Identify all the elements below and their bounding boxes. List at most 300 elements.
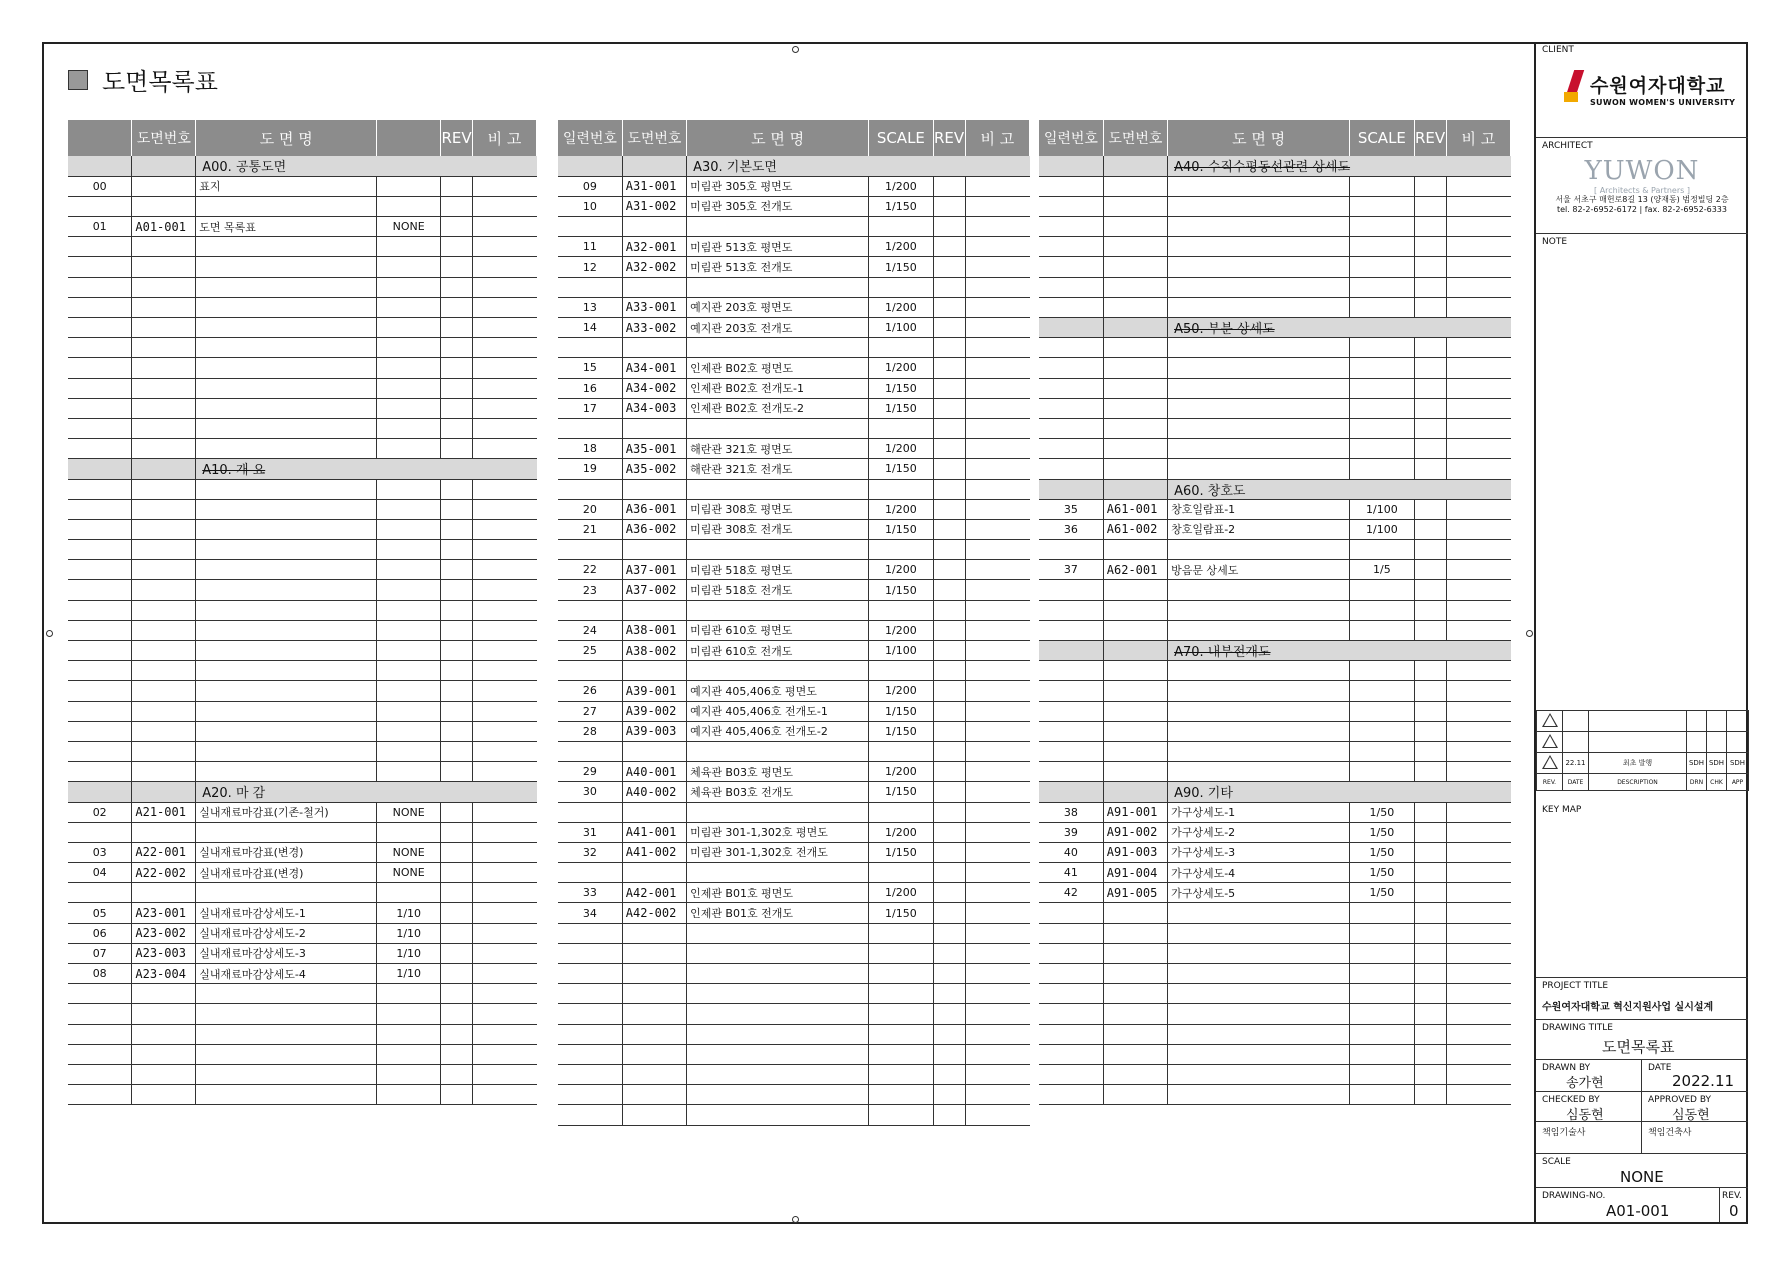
rev-cell bbox=[441, 176, 473, 196]
table-row bbox=[558, 358, 1030, 378]
number-cell bbox=[1103, 620, 1167, 640]
number-cell bbox=[622, 1044, 686, 1064]
note-cell bbox=[1446, 297, 1510, 317]
number-cell: A31-002 bbox=[622, 196, 686, 216]
rev-cell bbox=[933, 883, 965, 903]
scale-cell: 1/50 bbox=[1350, 822, 1414, 842]
rev-cell bbox=[933, 176, 965, 196]
note-cell bbox=[965, 782, 1029, 802]
rev-cell bbox=[933, 762, 965, 782]
note-cell bbox=[965, 701, 1029, 721]
note-cell bbox=[965, 196, 1029, 216]
name-cell bbox=[1168, 439, 1350, 459]
note-cell bbox=[965, 661, 1029, 681]
note-cell bbox=[473, 681, 537, 701]
note-cell bbox=[1446, 1044, 1510, 1064]
serial-cell bbox=[68, 883, 132, 903]
note-cell bbox=[1446, 519, 1510, 539]
serial-cell bbox=[68, 439, 132, 459]
number-cell: A21-001 bbox=[132, 802, 196, 822]
name-cell bbox=[196, 358, 377, 378]
table-row bbox=[558, 620, 1030, 640]
note-cell bbox=[1446, 338, 1510, 358]
rev-cell bbox=[1414, 1004, 1446, 1024]
number-cell: A23-004 bbox=[132, 964, 196, 984]
table-row bbox=[558, 1085, 1030, 1105]
serial-cell: 29 bbox=[558, 762, 622, 782]
table-row bbox=[1039, 459, 1511, 479]
table-row bbox=[68, 620, 537, 640]
scale-cell: 1/200 bbox=[869, 358, 933, 378]
serial-cell bbox=[1039, 1004, 1103, 1024]
number-cell: A41-002 bbox=[622, 842, 686, 862]
serial-cell bbox=[68, 661, 132, 681]
rev-cell bbox=[1414, 1044, 1446, 1064]
section-row bbox=[1039, 156, 1511, 176]
scale-cell bbox=[1350, 196, 1414, 216]
note-cell bbox=[965, 964, 1029, 984]
client-cell bbox=[1536, 42, 1748, 138]
scale-cell: 1/150 bbox=[869, 257, 933, 277]
name-cell bbox=[1168, 338, 1350, 358]
name-cell bbox=[1168, 1004, 1350, 1024]
note-cell bbox=[965, 863, 1029, 883]
rev-cell bbox=[1414, 398, 1446, 418]
architect-sub: [ Architects & Partners ] bbox=[1594, 186, 1690, 195]
serial-cell bbox=[68, 358, 132, 378]
header-name: 도 면 명 bbox=[1168, 120, 1350, 156]
rev-cell bbox=[933, 681, 965, 701]
scale-cell bbox=[869, 600, 933, 620]
scale-cell bbox=[1350, 661, 1414, 681]
name-cell bbox=[1168, 217, 1350, 237]
scale-cell bbox=[1350, 903, 1414, 923]
engineer-label: 책임기술사 bbox=[1542, 1128, 1586, 1138]
note-cell bbox=[1446, 277, 1510, 297]
name-cell bbox=[687, 338, 869, 358]
name-cell: 미림관 518호 전개도 bbox=[687, 580, 869, 600]
number-cell bbox=[1103, 721, 1167, 741]
note-cell bbox=[965, 378, 1029, 398]
note-cell bbox=[1446, 257, 1510, 277]
note-cell bbox=[1446, 964, 1510, 984]
name-cell bbox=[1168, 378, 1350, 398]
scale-cell: 1/200 bbox=[869, 560, 933, 580]
rev-cell bbox=[441, 984, 473, 1004]
rev-cell bbox=[933, 923, 965, 943]
scale-cell: 1/200 bbox=[869, 237, 933, 257]
name-cell bbox=[1168, 984, 1350, 1004]
name-cell: 체육관 B03호 전개도 bbox=[687, 782, 869, 802]
number-cell bbox=[132, 257, 196, 277]
table-row bbox=[558, 1105, 1030, 1125]
name-cell: 도면 목록표 bbox=[196, 217, 377, 237]
rev-header-date: DATE bbox=[1563, 774, 1589, 791]
table-row bbox=[68, 641, 537, 661]
university-logo-icon bbox=[1562, 70, 1584, 108]
table-row bbox=[1039, 661, 1511, 681]
name-cell: 실내재료마감상세도-4 bbox=[196, 964, 377, 984]
project-title: 수원여자대학교 혁신지원사업 실시설계 bbox=[1542, 1002, 1714, 1013]
scale-cell: 1/50 bbox=[1350, 883, 1414, 903]
number-cell bbox=[132, 439, 196, 459]
number-cell bbox=[132, 580, 196, 600]
table-row bbox=[68, 580, 537, 600]
serial-cell: 04 bbox=[68, 863, 132, 883]
table-row bbox=[1039, 863, 1511, 883]
note-cell bbox=[473, 217, 537, 237]
rev-header-desc: DESCRIPTION bbox=[1589, 774, 1687, 791]
client-name-ko: 수원여자대학교 bbox=[1590, 75, 1726, 97]
note-cell bbox=[1446, 1085, 1510, 1105]
table-row bbox=[1039, 277, 1511, 297]
rev-cell bbox=[441, 620, 473, 640]
frame-tick-right bbox=[1526, 630, 1533, 637]
serial-cell bbox=[68, 741, 132, 761]
serial-cell bbox=[1039, 196, 1103, 216]
note-cell bbox=[473, 903, 537, 923]
serial-cell: 06 bbox=[68, 923, 132, 943]
rev-cell bbox=[933, 741, 965, 761]
table-row bbox=[1039, 600, 1511, 620]
scale-cell: 1/200 bbox=[869, 499, 933, 519]
header-name: 도 면 명 bbox=[687, 120, 869, 156]
serial-cell: 12 bbox=[558, 257, 622, 277]
rev-cell bbox=[1414, 540, 1446, 560]
header-scale: SCALE bbox=[869, 120, 933, 156]
note-cell bbox=[965, 822, 1029, 842]
table-row bbox=[68, 842, 537, 862]
table-row bbox=[1039, 802, 1511, 822]
rev-cell bbox=[441, 1085, 473, 1105]
note-cell bbox=[965, 560, 1029, 580]
serial-cell bbox=[1039, 1085, 1103, 1105]
number-cell bbox=[132, 499, 196, 519]
table-row bbox=[558, 802, 1030, 822]
section-label bbox=[1168, 318, 1511, 338]
name-cell bbox=[1168, 1024, 1350, 1044]
number-cell: A32-002 bbox=[622, 257, 686, 277]
scale-cell bbox=[869, 863, 933, 883]
name-cell: 예지관 203호 전개도 bbox=[687, 318, 869, 338]
serial-cell bbox=[558, 1085, 622, 1105]
rev-cell bbox=[933, 903, 965, 923]
scale-cell: NONE bbox=[377, 217, 441, 237]
table-row bbox=[1039, 1044, 1511, 1064]
table-row bbox=[558, 883, 1030, 903]
name-cell bbox=[1168, 964, 1350, 984]
note-cell bbox=[965, 641, 1029, 661]
note-cell bbox=[1446, 459, 1510, 479]
note-cell bbox=[965, 802, 1029, 822]
name-cell bbox=[196, 439, 377, 459]
serial-cell bbox=[68, 580, 132, 600]
note-cell bbox=[473, 701, 537, 721]
scale-cell: 1/150 bbox=[869, 378, 933, 398]
table-row bbox=[558, 237, 1030, 257]
number-cell: A34-003 bbox=[622, 398, 686, 418]
rev-cell bbox=[933, 277, 965, 297]
note-cell bbox=[1446, 863, 1510, 883]
section-row bbox=[1039, 782, 1511, 802]
note-cell bbox=[965, 338, 1029, 358]
rev-cell bbox=[933, 661, 965, 681]
serial-cell bbox=[68, 1004, 132, 1024]
number-cell bbox=[622, 943, 686, 963]
table-row bbox=[68, 1024, 537, 1044]
table-row bbox=[68, 560, 537, 580]
rev-cell bbox=[1414, 701, 1446, 721]
number-cell: A38-002 bbox=[622, 641, 686, 661]
rev-cell bbox=[441, 641, 473, 661]
number-cell bbox=[132, 681, 196, 701]
rev-cell bbox=[1414, 681, 1446, 701]
serial-cell: 08 bbox=[68, 964, 132, 984]
table-row bbox=[1039, 499, 1511, 519]
name-cell bbox=[196, 681, 377, 701]
name-cell bbox=[687, 923, 869, 943]
number-cell bbox=[132, 358, 196, 378]
table-row bbox=[558, 459, 1030, 479]
scale-cell: 1/150 bbox=[869, 721, 933, 741]
scale-cell bbox=[377, 1024, 441, 1044]
checked-label: CHECKED BY bbox=[1542, 1095, 1600, 1105]
table-row bbox=[68, 600, 537, 620]
name-cell bbox=[687, 479, 869, 499]
rev-date: 22.11 bbox=[1563, 753, 1589, 774]
rev-cell bbox=[933, 196, 965, 216]
rev-drn: SDH bbox=[1687, 753, 1707, 774]
number-cell bbox=[132, 1024, 196, 1044]
note-cell bbox=[1446, 540, 1510, 560]
architect-resp-cell bbox=[1642, 1122, 1748, 1154]
name-cell: 미림관 305호 평면도 bbox=[687, 176, 869, 196]
table-row bbox=[68, 762, 537, 782]
scale-cell bbox=[377, 883, 441, 903]
number-cell bbox=[1103, 600, 1167, 620]
note-cell bbox=[473, 762, 537, 782]
name-cell bbox=[196, 540, 377, 560]
serial-cell bbox=[68, 196, 132, 216]
number-cell bbox=[622, 479, 686, 499]
number-cell bbox=[622, 277, 686, 297]
table-row bbox=[558, 499, 1030, 519]
number-cell: A32-001 bbox=[622, 237, 686, 257]
note-cell bbox=[1446, 802, 1510, 822]
table-row bbox=[558, 842, 1030, 862]
drawn-label: DRAWN BY bbox=[1542, 1063, 1591, 1073]
rev-cell bbox=[933, 721, 965, 741]
approved-cell bbox=[1642, 1092, 1748, 1122]
number-cell: A23-003 bbox=[132, 943, 196, 963]
scale-cell bbox=[869, 217, 933, 237]
serial-cell: 19 bbox=[558, 459, 622, 479]
section-label-text: A60. 창호도 bbox=[1174, 483, 1246, 499]
table-row bbox=[68, 297, 537, 317]
name-cell: 미림관 308호 전개도 bbox=[687, 519, 869, 539]
number-cell bbox=[132, 418, 196, 438]
table-row bbox=[68, 1004, 537, 1024]
note-cell bbox=[473, 297, 537, 317]
serial-cell bbox=[68, 237, 132, 257]
rev-cell bbox=[441, 540, 473, 560]
number-cell bbox=[622, 217, 686, 237]
scale-cell bbox=[377, 338, 441, 358]
name-cell bbox=[196, 661, 377, 681]
note-cell bbox=[1446, 943, 1510, 963]
note-cell bbox=[1446, 822, 1510, 842]
number-cell: A91-002 bbox=[1103, 822, 1167, 842]
note-cell bbox=[965, 721, 1029, 741]
table-row bbox=[558, 439, 1030, 459]
note-cell bbox=[1446, 196, 1510, 216]
rev-cell bbox=[933, 237, 965, 257]
number-cell bbox=[132, 196, 196, 216]
name-cell bbox=[196, 721, 377, 741]
rev-cell bbox=[933, 358, 965, 378]
serial-cell bbox=[68, 1085, 132, 1105]
section-label bbox=[196, 782, 537, 802]
name-cell bbox=[1168, 661, 1350, 681]
rev-cell bbox=[441, 741, 473, 761]
rev-cell bbox=[933, 842, 965, 862]
name-cell bbox=[196, 378, 377, 398]
scale-cell bbox=[377, 661, 441, 681]
name-cell bbox=[196, 398, 377, 418]
section-row bbox=[68, 782, 537, 802]
name-cell bbox=[1168, 358, 1350, 378]
rev-cell bbox=[441, 338, 473, 358]
name-cell bbox=[1168, 176, 1350, 196]
number-cell: A39-002 bbox=[622, 701, 686, 721]
name-cell bbox=[1168, 903, 1350, 923]
table-row bbox=[558, 863, 1030, 883]
number-cell bbox=[1103, 741, 1167, 761]
scale-cell: 1/150 bbox=[869, 196, 933, 216]
header-rev: REV bbox=[441, 120, 473, 156]
name-cell: 예지관 203호 평면도 bbox=[687, 297, 869, 317]
number-cell: A33-002 bbox=[622, 318, 686, 338]
note-cell bbox=[965, 1105, 1029, 1125]
name-cell: 미림관 513호 전개도 bbox=[687, 257, 869, 277]
rev-cell bbox=[933, 600, 965, 620]
scale-cell: 1/200 bbox=[869, 883, 933, 903]
number-cell bbox=[622, 1105, 686, 1125]
note-cell bbox=[1446, 1004, 1510, 1024]
table-row bbox=[68, 519, 537, 539]
name-cell bbox=[687, 1085, 869, 1105]
name-cell: 인제관 B01호 평면도 bbox=[687, 883, 869, 903]
name-cell bbox=[196, 1004, 377, 1024]
number-cell: A42-002 bbox=[622, 903, 686, 923]
serial-cell bbox=[558, 277, 622, 297]
scale-cell: 1/5 bbox=[1350, 560, 1414, 580]
note-cell bbox=[965, 297, 1029, 317]
serial-cell: 18 bbox=[558, 439, 622, 459]
serial-cell: 33 bbox=[558, 883, 622, 903]
rev-cell bbox=[441, 701, 473, 721]
note-cell bbox=[965, 580, 1029, 600]
rev-cell bbox=[441, 398, 473, 418]
note-cell bbox=[473, 641, 537, 661]
number-cell bbox=[1103, 903, 1167, 923]
serial-cell: 23 bbox=[558, 580, 622, 600]
rev-cell bbox=[441, 257, 473, 277]
scale-cell bbox=[377, 560, 441, 580]
rev-cell bbox=[1414, 459, 1446, 479]
name-cell: 체육관 B03호 평면도 bbox=[687, 762, 869, 782]
serial-cell bbox=[68, 378, 132, 398]
number-cell: A35-001 bbox=[622, 439, 686, 459]
serial-cell: 11 bbox=[558, 237, 622, 257]
section-row bbox=[1039, 479, 1511, 499]
scale-cell: 1/200 bbox=[869, 439, 933, 459]
table-row bbox=[68, 943, 537, 963]
rev-cell bbox=[1414, 217, 1446, 237]
note-cell bbox=[473, 338, 537, 358]
header-serial: 일련번호 bbox=[1039, 120, 1103, 156]
scale-cell bbox=[869, 943, 933, 963]
table-row bbox=[558, 1004, 1030, 1024]
rev-cell bbox=[441, 519, 473, 539]
serial-cell: 30 bbox=[558, 782, 622, 802]
scale-cell: 1/10 bbox=[377, 923, 441, 943]
note-cell bbox=[965, 681, 1029, 701]
note-cell bbox=[1446, 661, 1510, 681]
name-cell bbox=[687, 418, 869, 438]
table-row bbox=[1039, 358, 1511, 378]
scale-cell bbox=[377, 176, 441, 196]
name-cell bbox=[1168, 681, 1350, 701]
note-cell bbox=[965, 459, 1029, 479]
name-cell bbox=[196, 418, 377, 438]
table-row bbox=[1039, 560, 1511, 580]
number-cell: A35-002 bbox=[622, 459, 686, 479]
scale-cell: 1/50 bbox=[1350, 842, 1414, 862]
name-cell bbox=[687, 1044, 869, 1064]
serial-cell: 24 bbox=[558, 620, 622, 640]
rev-cell bbox=[441, 1024, 473, 1044]
serial-cell: 16 bbox=[558, 378, 622, 398]
table-row bbox=[1039, 176, 1511, 196]
rev-cell bbox=[441, 883, 473, 903]
serial-cell bbox=[1039, 762, 1103, 782]
table-row bbox=[558, 641, 1030, 661]
header-rev: REV bbox=[933, 120, 965, 156]
name-cell bbox=[1168, 1064, 1350, 1084]
name-cell bbox=[196, 297, 377, 317]
table-row bbox=[1039, 378, 1511, 398]
note-cell bbox=[473, 943, 537, 963]
checked-cell bbox=[1536, 1092, 1642, 1122]
note-cell bbox=[473, 519, 537, 539]
note-cell bbox=[965, 318, 1029, 338]
number-cell bbox=[1103, 1064, 1167, 1084]
serial-cell bbox=[68, 641, 132, 661]
revision-triangle-icon bbox=[1542, 734, 1558, 748]
rev-cell bbox=[1414, 964, 1446, 984]
scale-cell bbox=[377, 762, 441, 782]
number-cell bbox=[622, 1064, 686, 1084]
section-label bbox=[1168, 479, 1511, 499]
name-cell: 실내재료마감상세도-1 bbox=[196, 903, 377, 923]
name-cell: 미림관 610호 전개도 bbox=[687, 641, 869, 661]
header-serial: 일련번호 bbox=[558, 120, 622, 156]
scale-cell bbox=[377, 1085, 441, 1105]
rev-cell bbox=[441, 661, 473, 681]
note-cell bbox=[1446, 762, 1510, 782]
name-cell bbox=[687, 1064, 869, 1084]
